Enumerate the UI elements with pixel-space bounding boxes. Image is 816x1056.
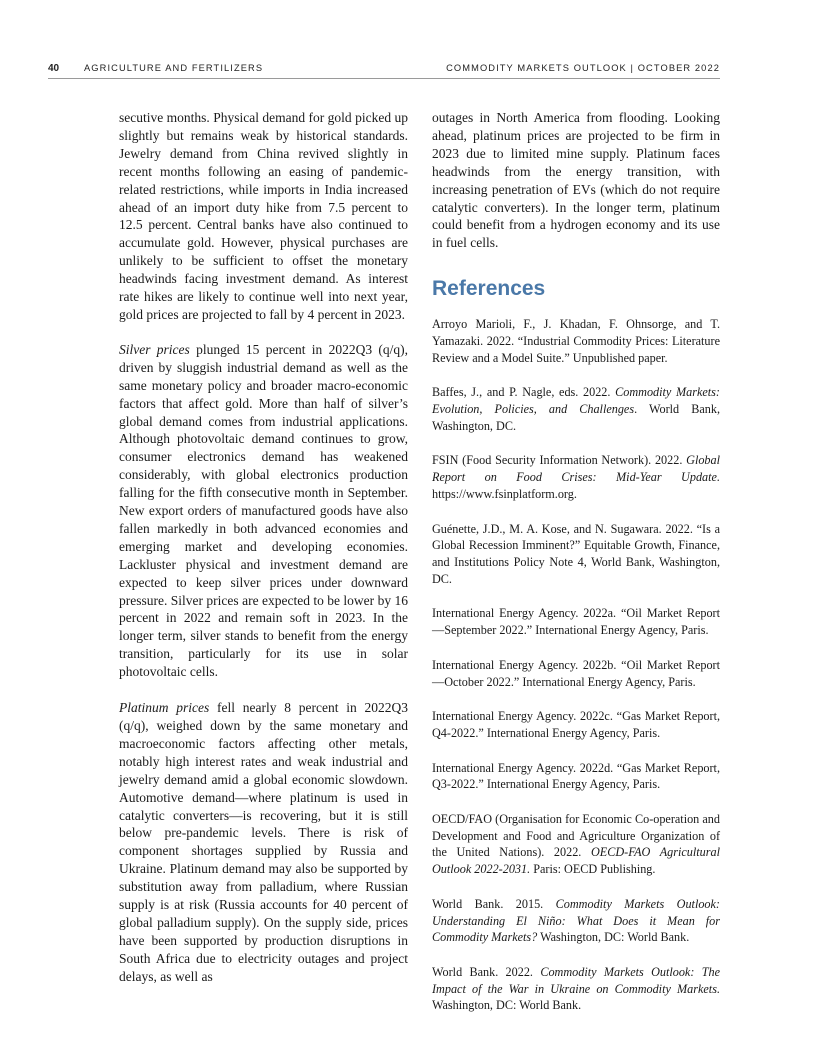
left-column [119,109,408,1004]
platinum-paragraph [119,699,408,986]
reference-item: International Energy Agency. 2022a. “Oil Market Report—September 2022.” International Energy Agency, Paris. [432,606,720,638]
reference-item: World Bank. 2022. Commodity Markets Outlook: The Impact of the War in Ukraine on Commodity Markets. Washington, DC: World Bank. [432,964,720,1013]
page-number: 40 [48,63,60,74]
reference-item: Baffes, J., and P. Nagle, eds. 2022. Commodity Markets: Evolution, Policies, and Challenges. World Bank, Washington, DC. [432,385,721,433]
reference-item: OECD/FAO (Organisation for Economic Co-operation and Development and Food and Agriculture Organization of the United Nations). 2022. OECD-FAO Agricultural Outlook 2022-2031. Paris: OECD Publishing. [432,812,720,877]
platinum-body: fell nearly 8 percent in 2022Q3 (q/q), weighed down by the same monetary and macroeconomic factors affecting other metals, notably high interest rates and weak industrial and jewelry demand amid a global economic slowdown. Automotive demand—where platinum is used in catalytic converters—is recovering, but it is still below pre-pandemic levels. There is risk of component shortages supplied by Russia and Ukraine. Platinum demand may also be supported by substitution away from palladium, where Russian supply is at risk (Russia accounts for 40 percent of global palladium supply). On the supply side, prices have been supported by production disruptions in South Africa due to electricity outages and project delays, as well as [119,700,408,984]
references-heading: References [432,277,546,301]
reference-item: Guénette, J.D., M. A. Kose, and N. Sugawara. 2022. “Is a Global Recession Imminent?” Equitable Growth, Finance, and Institutions Policy Note 4, World Bank, Washington, DC. [432,521,720,586]
section-title: AGRICULTURE AND FERTILIZERS [84,63,264,73]
silver-body: plunged 15 percent in 2022Q3 (q/q), driven by sluggish industrial demand as well as the same monetary policy and broader macro-economic factors that affect gold. More than half of silver’s global demand comes from industrial applications. Although photovoltaic demand continues to grow, consumer electronics demand has weakened considerably, with global electronics production falling for the fifth consecutive month in September. New export orders of manufactured goods have also fallen markedly in both advanced economies and emerging market and developing economies. Lackluster physical and investment demand are expected to keep silver prices under downward pressure. Silver prices are expected to be lower by 16 percent in 2022 and remain soft in 2023. In the longer term, silver stands to benefit from the energy transition, particularly for its use in solar photovoltaic cells. [119,341,408,680]
publication-title: COMMODITY MARKETS OUTLOOK | OCTOBER 2022 [446,63,720,73]
reference-item: International Energy Agency. 2022b. “Oil Market Report—October 2022.” International Energy Agency, Paris. [432,657,720,689]
platinum-continued-paragraph: outages in North America from flooding. Looking ahead, platinum prices are projected to be firm in 2023 due to limited mine supply. Platinum faces headwinds from the energy transition, with increasing penetration of EVs (which do not require catalytic converters). In the longer term, platinum could benefit from a hydrogen economy and its use in fuel cells. [432,110,720,251]
header-rule [48,78,720,79]
reference-item: World Bank. 2015. Commodity Markets Outlook: Understanding El Niño: What Does it Mean for Commodity Markets? Washington, DC: World Bank. [432,896,720,945]
reference-item: International Energy Agency. 2022c. “Gas Market Report, Q4-2022.” International Energy Agency, Paris. [432,709,720,740]
silver-paragraph [119,341,408,681]
silver-lead: Silver prices [119,341,190,357]
right-column [432,109,720,1032]
gold-paragraph: secutive months. Physical demand for gold picked up slightly but remains weak by historical standards. Jewelry demand from China revived slightly in recent months following an easing of pandemic-related restrictions, while imports in India increased ahead of an import duty hike from 7.5 percent to 12.5 percent. Central banks have also continued to accumulate gold. However, physical purchases are unlikely to be sufficient to offset the monetary headwinds facing investment demand. As interest rate hikes are likely to continue well into next year, gold prices are projected to fall by 4 percent in 2023. [119,110,408,322]
reference-item: International Energy Agency. 2022d. “Gas Market Report, Q3-2022.” International Energy Agency, Paris. [432,760,720,792]
running-header [48,63,720,77]
reference-item: Arroyo Marioli, F., J. Khadan, F. Ohnsorge, and T. Yamazaki. 2022. “Industrial Commodity Prices: Literature Review and a Model Suite.” Unpublished paper. [432,317,720,365]
platinum-lead: Platinum prices [119,700,210,716]
reference-item: FSIN (Food Security Information Network). 2022. Global Report on Food Crises: Mid-Year Update. https://www.fsinplatform.org. [432,453,720,501]
references-list [432,316,720,1014]
